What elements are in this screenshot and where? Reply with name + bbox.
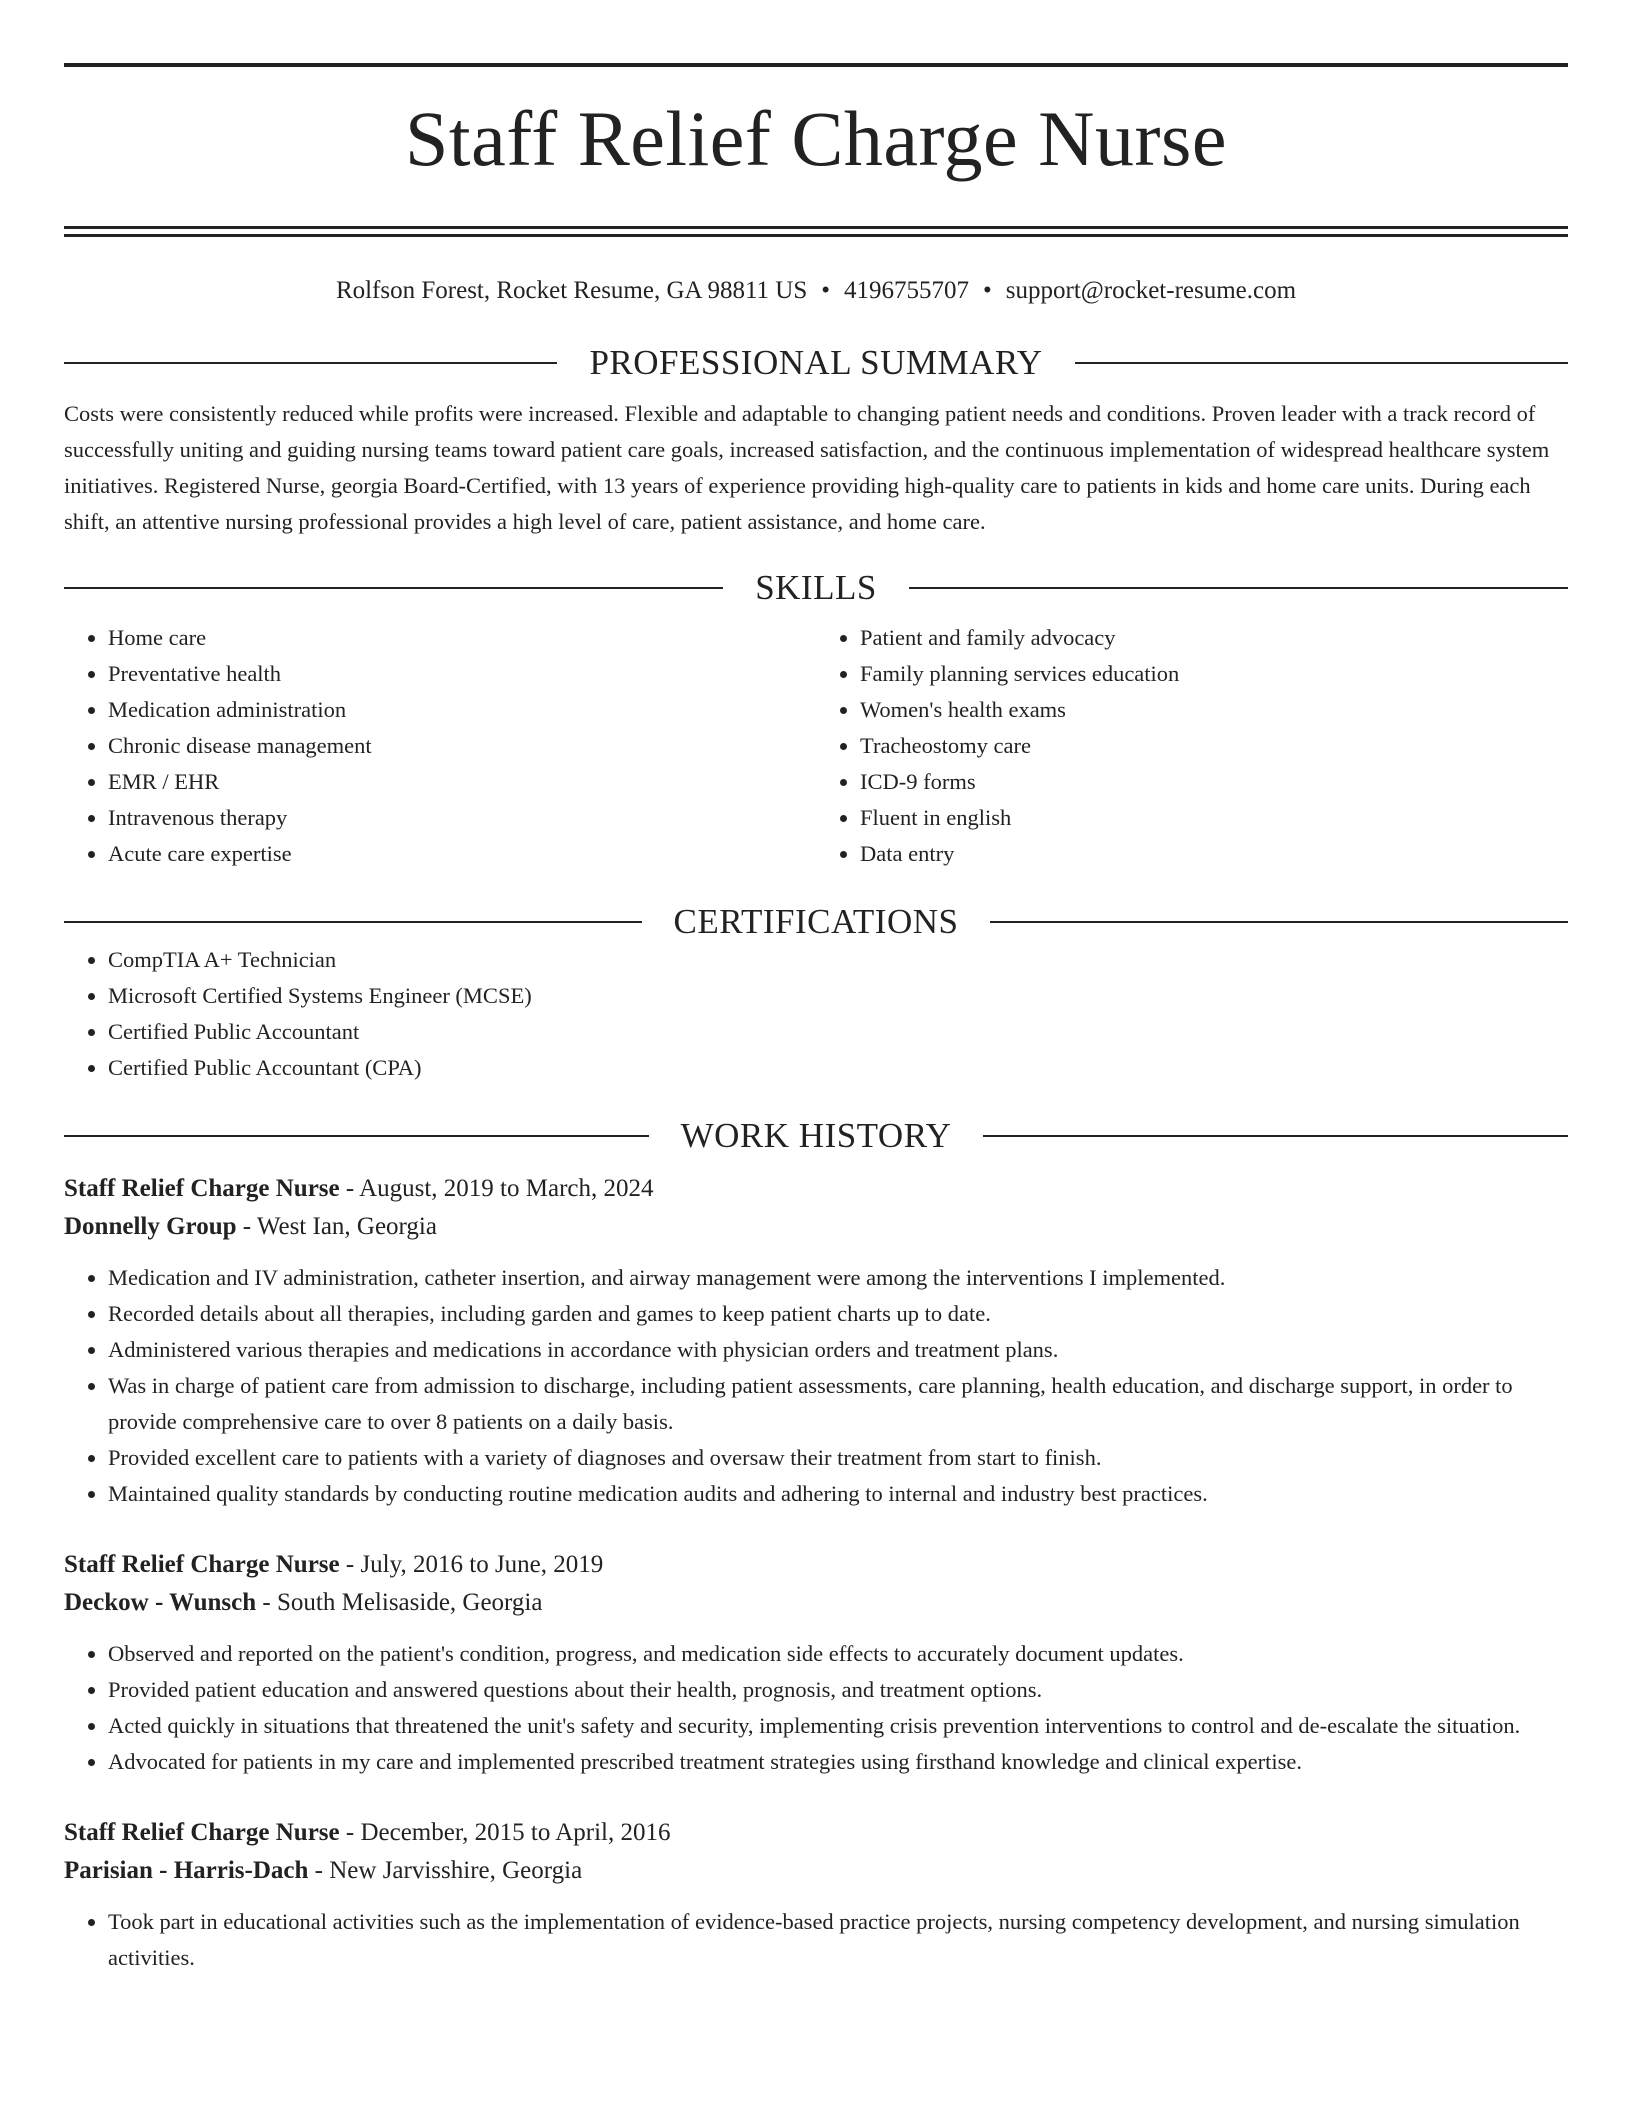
job-bullet: • Provided excellent care to patients with a variety of diagnoses and oversaw their treatment from start to finish.: [108, 1440, 1568, 1476]
job-dates: - December, 2015 to April, 2016: [339, 1819, 671, 1846]
contact-address: Rolfson Forest, Rocket Resume, GA 98811 US: [335, 277, 808, 304]
job-bullets: [64, 1904, 1568, 1976]
skills-list-right: [816, 620, 1568, 872]
job-dates: - July, 2016 to June, 2019: [339, 1551, 604, 1578]
job-bullet: • Advocated for patients in my care and implemented prescribed treatment strategies using firsthand knowledge and clinical expertise.: [108, 1744, 1568, 1780]
heading-rule-right: [1075, 362, 1568, 364]
section-heading-summary: [64, 343, 1568, 383]
skill-item: • Acute care expertise: [108, 836, 816, 872]
skill-item: • Fluent in english: [860, 800, 1568, 836]
job-bullet: • Was in charge of patient care from admission to discharge, including patient assessments, care planning, health education, and discharge support, in order to provide comprehensive care to over 8 patients on a daily basis.: [108, 1368, 1568, 1440]
heading-rule-left: [64, 587, 723, 589]
job-company: Parisian - Harris-Dach: [64, 1857, 309, 1884]
skill-item: • EMR / EHR: [108, 764, 816, 800]
job-role: Staff Relief Charge Nurse: [64, 1175, 340, 1202]
resume-title: Staff Relief Charge Nurse: [405, 95, 1227, 182]
job-dates: - August, 2019 to March, 2024: [339, 1175, 654, 1202]
heading-rule-right: [990, 921, 1568, 923]
contact-email: support@rocket-resume.com: [1005, 277, 1297, 304]
job-role: Staff Relief Charge Nurse: [64, 1551, 340, 1578]
certification-item: • CompTIA A+ Technician: [108, 942, 1568, 978]
certification-item: • Microsoft Certified Systems Engineer (MCSE): [108, 978, 1568, 1014]
job-bullet: • Took part in educational activities such as the implementation of evidence-based practice projects, nursing competency development, and nursing simulation activities.: [108, 1904, 1568, 1976]
job-bullet: • Maintained quality standards by conducting routine medication audits and adhering to internal and industry best practices.: [108, 1476, 1568, 1512]
skill-item: • Home care: [108, 620, 816, 656]
certification-item: • Certified Public Accountant (CPA): [108, 1050, 1568, 1086]
job-bullet: • Recorded details about all therapies, including garden and games to keep patient charts up to date.: [108, 1296, 1568, 1332]
job-role: Staff Relief Charge Nurse: [64, 1819, 340, 1846]
job-company-line: [64, 1852, 1568, 1890]
job-company: Donnelly Group: [64, 1213, 237, 1240]
skill-item: • Tracheostomy care: [860, 728, 1568, 764]
top-rule: [64, 63, 1568, 67]
job-bullets: [64, 1260, 1568, 1512]
summary-heading: PROFESSIONAL SUMMARY: [589, 343, 1043, 382]
job-bullets: [64, 1636, 1568, 1780]
job-title-line: [64, 1170, 1568, 1208]
skills-list-left: [64, 620, 816, 872]
skill-item: • Medication administration: [108, 692, 816, 728]
certifications-heading: CERTIFICATIONS: [673, 902, 959, 941]
job-entry: [64, 1814, 1568, 1976]
job-company-line: [64, 1584, 1568, 1622]
title-double-rule: [64, 226, 1568, 237]
work-history: [64, 1170, 1568, 1976]
heading-rule-left: [64, 1135, 649, 1137]
certification-item: • Certified Public Accountant: [108, 1014, 1568, 1050]
job-entry: [64, 1546, 1568, 1780]
contact-phone: 4196755707: [844, 277, 969, 304]
job-bullet: • Provided patient education and answered questions about their health, prognosis, and treatment options.: [108, 1672, 1568, 1708]
heading-rule-right: [983, 1135, 1568, 1137]
contact-separator: •: [983, 277, 992, 304]
work-heading: WORK HISTORY: [680, 1116, 952, 1155]
skill-item: • Preventative health: [108, 656, 816, 692]
contact-line: [64, 277, 1568, 305]
skill-item: • Intravenous therapy: [108, 800, 816, 836]
job-location: - New Jarvisshire, Georgia: [308, 1857, 583, 1884]
certifications-list: [64, 942, 1568, 1086]
skill-item: • Data entry: [860, 836, 1568, 872]
job-entry: [64, 1170, 1568, 1512]
job-bullet: • Administered various therapies and medications in accordance with physician orders and treatment plans.: [108, 1332, 1568, 1368]
section-heading-certifications: [64, 902, 1568, 942]
job-bullet: • Observed and reported on the patient's condition, progress, and medication side effects to accurately document updates.: [108, 1636, 1568, 1672]
section-heading-skills: [64, 568, 1568, 608]
skill-item: • Chronic disease management: [108, 728, 816, 764]
job-title-line: [64, 1546, 1568, 1584]
job-bullet: • Acted quickly in situations that threatened the unit's safety and security, implementing crisis prevention interventions to control and de-escalate the situation.: [108, 1708, 1568, 1744]
job-company: Deckow - Wunsch: [64, 1589, 257, 1616]
skill-item: • ICD-9 forms: [860, 764, 1568, 800]
contact-separator: •: [821, 277, 830, 304]
skill-item: • Family planning services education: [860, 656, 1568, 692]
heading-rule-left: [64, 362, 557, 364]
job-company-line: [64, 1208, 1568, 1246]
job-bullet: • Medication and IV administration, catheter insertion, and airway management were among the interventions I implemented.: [108, 1260, 1568, 1296]
job-title-line: [64, 1814, 1568, 1852]
job-location: - West Ian, Georgia: [236, 1213, 437, 1240]
heading-rule-right: [909, 587, 1568, 589]
section-heading-work: [64, 1116, 1568, 1156]
skills-heading: SKILLS: [755, 568, 877, 607]
heading-rule-left: [64, 921, 642, 923]
skill-item: • Patient and family advocacy: [860, 620, 1568, 656]
skills-columns: [64, 620, 1568, 872]
summary-text: Costs were consistently reduced while profits were increased. Flexible and adaptable to changing patient needs and conditions. Proven leader with a track record of successfully uniting and guiding nursing teams toward patient care goals, increased satisfaction, and the continuous implementation of widespread healthcare system initiatives. Registered Nurse, georgia Board-Certified, with 13 years of experience providing high-quality care to patients in kids and home care units. During each shift, an attentive nursing professional provides a high level of care, patient assistance, and home care.: [64, 401, 1550, 534]
skill-item: • Women's health exams: [860, 692, 1568, 728]
job-location: - South Melisaside, Georgia: [256, 1589, 543, 1616]
